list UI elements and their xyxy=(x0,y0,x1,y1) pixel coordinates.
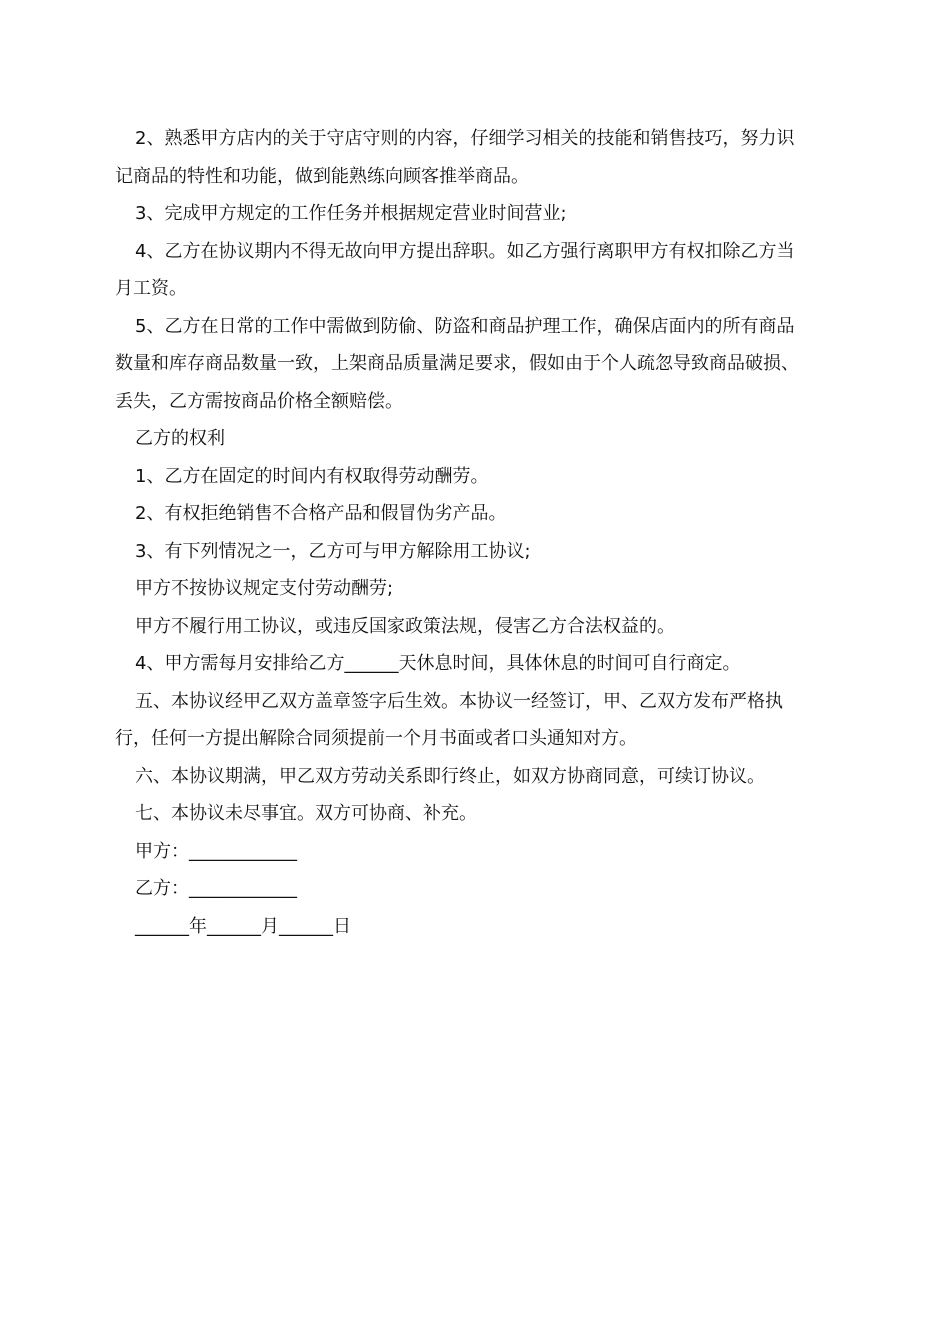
clause-7 xyxy=(115,795,845,833)
party-b-signature-text: 乙方：____________ xyxy=(135,878,297,899)
rights-item-3b xyxy=(115,608,845,646)
party-b-signature xyxy=(115,870,845,908)
rights-item-4 xyxy=(115,645,845,683)
duty-item-2-line-2: 记商品的特性和功能，做到能熟练向顾客推举商品。 xyxy=(115,165,529,187)
rights-item-2 xyxy=(115,495,845,533)
duty-item-2-line-1: 2、熟悉甲方店内的关于守店守则的内容，仔细学习相关的技能和销售技巧，努力识 xyxy=(135,128,795,149)
duty-item-4 xyxy=(115,233,845,308)
clause-5 xyxy=(115,683,845,758)
rights-item-3a xyxy=(115,570,845,608)
clause-7-text: 七、本协议未尽事宜。双方可协商、补充。 xyxy=(135,803,477,824)
rights-item-3b-text: 甲方不履行用工协议，或违反国家政策法规，侵害乙方合法权益的。 xyxy=(135,615,675,637)
duty-item-4-line-1: 4、乙方在协议期内不得无故向甲方提出辞职。如乙方强行离职甲方有权扣除乙方当 xyxy=(135,240,795,262)
clause-5-line-1: 五、本协议经甲乙双方盖章签字后生效。本协议一经签订，甲、乙双方发布严格执 xyxy=(135,690,783,712)
clause-6-text: 六、本协议期满，甲乙双方劳动关系即行终止，如双方协商同意，可续订协议。 xyxy=(135,765,765,787)
party-a-signature-text: 甲方：____________ xyxy=(135,840,297,862)
signing-date-text: ______年______月______日 xyxy=(135,915,351,937)
duty-item-5-line-2: 数量和库存商品数量一致，上架商品质量满足要求，假如由于个人疏忽导致商品破损、 xyxy=(115,353,799,374)
rights-item-3 xyxy=(115,533,845,571)
rights-heading xyxy=(115,420,845,458)
rights-item-1-text: 1、乙方在固定的时间内有权取得劳动酬劳。 xyxy=(135,465,489,487)
clause-5-line-2: 行，任何一方提出解除合同须提前一个月书面或者口头通知对方。 xyxy=(115,728,637,749)
rights-item-3a-text: 甲方不按协议规定支付劳动酬劳; xyxy=(135,578,394,599)
duty-item-2 xyxy=(115,120,845,195)
duty-item-5-line-3: 丢失，乙方需按商品价格全额赔偿。 xyxy=(115,390,403,412)
rights-item-3-text: 3、有下列情况之一，乙方可与甲方解除用工协议; xyxy=(135,540,531,562)
duty-item-3 xyxy=(115,195,845,233)
rights-item-4-text: 4、甲方需每月安排给乙方______天休息时间，具体休息的时间可自行商定。 xyxy=(135,653,741,674)
rights-item-2-text: 2、有权拒绝销售不合格产品和假冒伪劣产品。 xyxy=(135,503,507,524)
duty-item-5-line-1: 5、乙方在日常的工作中需做到防偷、防盗和商品护理工作，确保店面内的所有商品 xyxy=(135,315,795,337)
duty-item-5 xyxy=(115,308,845,421)
rights-item-1 xyxy=(115,458,845,496)
clause-6 xyxy=(115,758,845,796)
duty-item-3-line-1: 3、完成甲方规定的工作任务并根据规定营业时间营业; xyxy=(135,203,567,224)
duty-item-4-line-2: 月工资。 xyxy=(115,278,187,299)
signing-date xyxy=(115,908,845,946)
rights-heading-text: 乙方的权利 xyxy=(135,428,225,449)
party-a-signature xyxy=(115,833,845,871)
document-body xyxy=(115,120,845,945)
